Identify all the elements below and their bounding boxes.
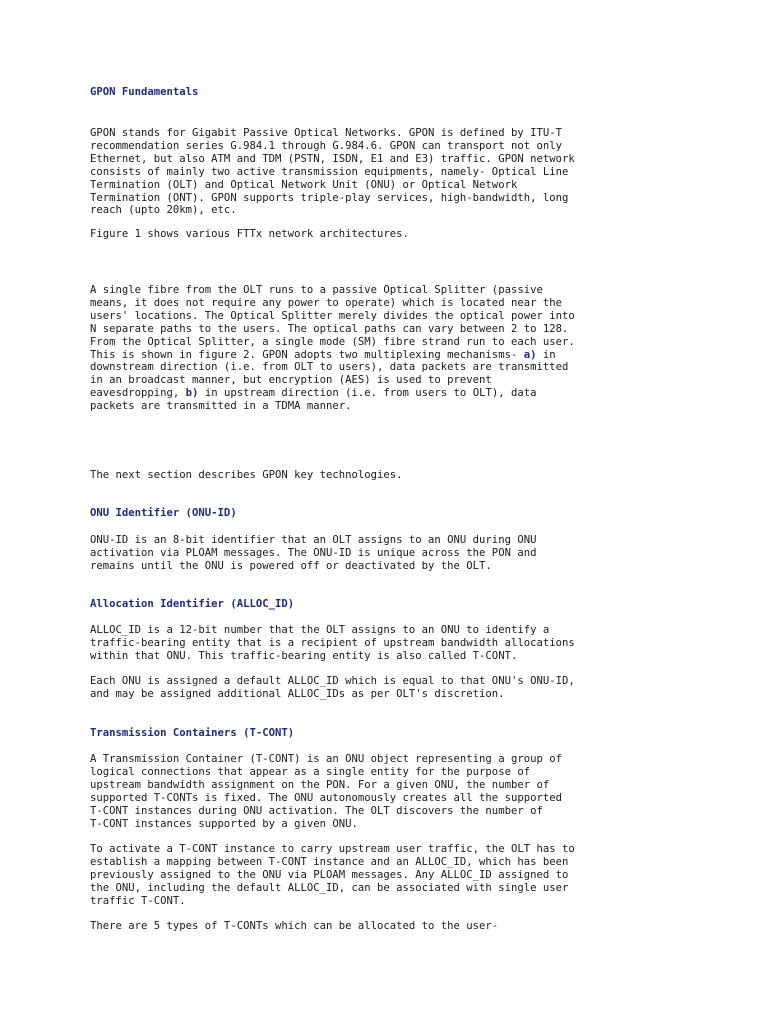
intro-paragraph: GPON stands for Gigabit Passive Optical Networks. GPON is defined by ITU-T recommendation series G.984.1 through G.984.6. GPON can transport not only Ethernet, but also ATM and TDM (PSTN, ISDN, E1 and E3) traffic. GPON network consists of mainly two active transmission equipments, namely- Optical Line Termination (OLT) and Optical Network Unit (ONU) or Optical Network Termination (ONT). GPON supports triple-play services, high-bandwidth, long reach (upto 20km), etc. <box>90 127 575 217</box>
alloc-id-heading: Allocation Identifier (ALLOC_ID) <box>90 598 295 610</box>
tcont-paragraph-1: A Transmission Container (T-CONT) is an ONU object representing a group of logical connections that appear as a single entity for the purpose of upstream bandwidth assignment on the PON. For a given ONU, the number of supported T-CONTs is fixed. The ONU autonomously creates all the supported T-CONT instances during ONU activation. The OLT discovers the number of T-CONT instances supported by a given ONU. <box>90 753 562 830</box>
figure-reference: Figure 1 shows various FTTx network architectures. <box>90 228 409 240</box>
marker-b: b) <box>185 387 199 400</box>
onu-id-paragraph: ONU-ID is an 8-bit identifier that an OLT assigns to an ONU during ONU activation via PLOAM messages. The ONU-ID is unique across the PON and remains until the ONU is powered off or deactivated by the OLT. <box>90 534 537 572</box>
splitter-text-1: A single fibre from the OLT runs to a passive Optical Splitter (passive means, it does not require any power to operate) which is located near the users' locations. The Optical Splitter merely divides the optical power into N separate paths to the users. The optical paths can vary between 2 to 128. From the Optical Splitter, a single mode (SM) fibre strand run to each user. This is shown in figure 2. GPON adopts two multiplexing mechanisms- <box>90 284 575 361</box>
tcont-paragraph-3: There are 5 types of T-CONTs which can be allocated to the user- <box>90 920 499 932</box>
next-section-text: The next section describes GPON key technologies. <box>90 469 403 481</box>
page-title: GPON Fundamentals <box>90 86 199 98</box>
alloc-id-paragraph-2: Each ONU is assigned a default ALLOC_ID which is equal to that ONU's ONU-ID, and may be assigned additional ALLOC_IDs as per OLT's discretion. <box>90 675 575 700</box>
onu-id-heading: ONU Identifier (ONU-ID) <box>90 507 237 519</box>
marker-a: a) <box>523 348 537 361</box>
tcont-paragraph-2: To activate a T-CONT instance to carry upstream user traffic, the OLT has to establish a mapping between T-CONT instance and an ALLOC_ID, which has been previously assigned to the ONU via PLOAM messages. Any ALLOC_ID assigned to the ONU, including the default ALLOC_ID, can be associated with single user traffic T-CONT. <box>90 843 575 907</box>
alloc-id-paragraph-1: ALLOC_ID is a 12-bit number that the OLT assigns to an ONU to identify a traffic-bearing entity that is a recipient of upstream bandwidth allocations within that ONU. This traffic-bearing entity is also called T-CONT. <box>90 624 575 662</box>
splitter-paragraph <box>90 284 710 413</box>
splitter-text-2: in downstream direction (i.e. from OLT to users), data packets are transmitted in an broadcast manner, but encryption (AES) is used to prevent eavesdropping, <box>90 348 569 400</box>
splitter-text-3: in upstream direction (i.e. from users to OLT), data packets are transmitted in a TDMA manner. <box>90 387 537 413</box>
tcont-heading: Transmission Containers (T-CONT) <box>90 727 295 739</box>
